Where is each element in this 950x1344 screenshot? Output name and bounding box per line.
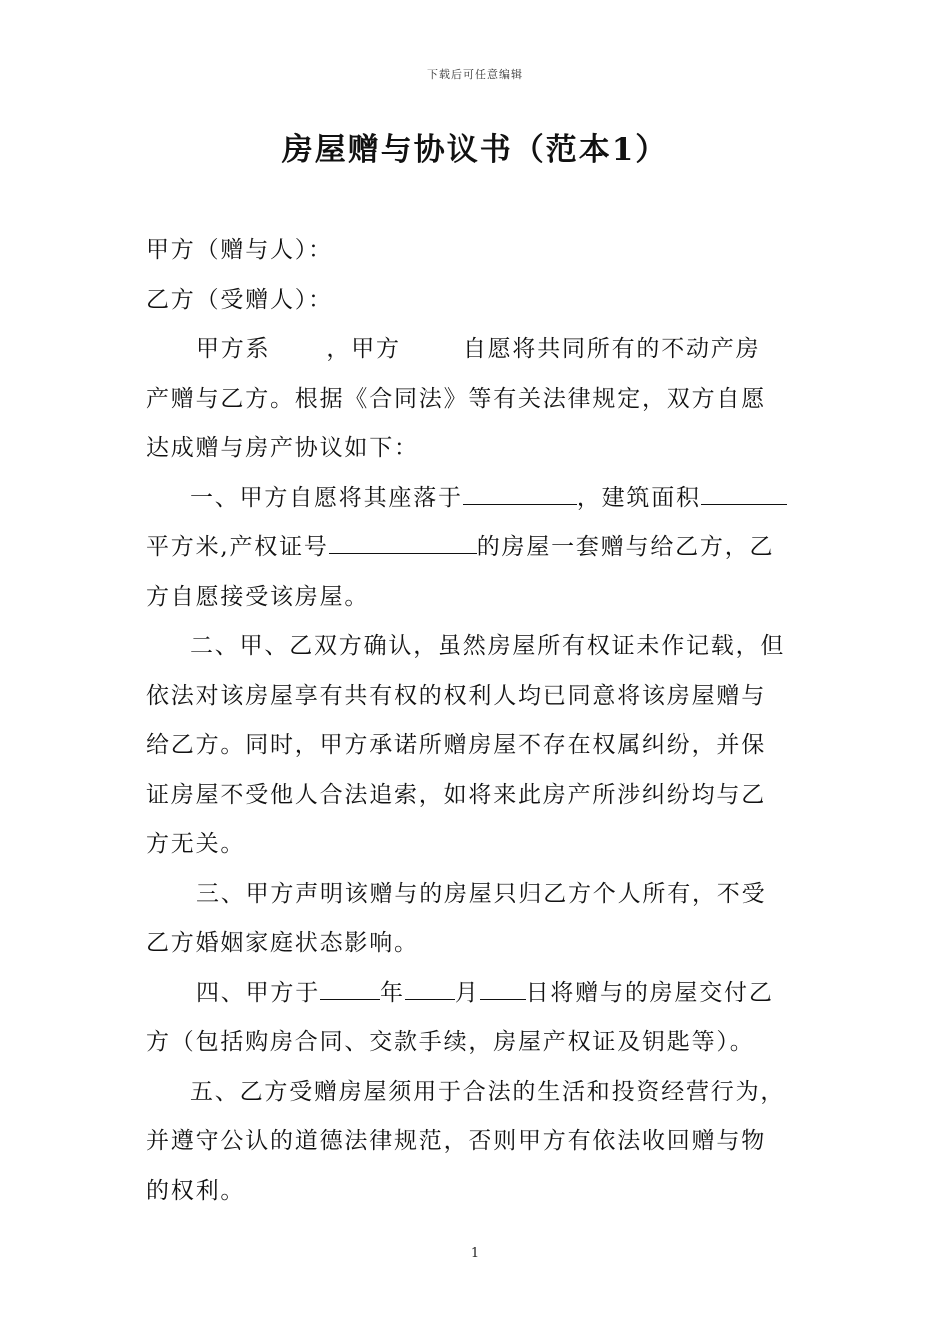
clause-text: 日将赠与的房屋交付乙 — [525, 979, 774, 1006]
location-blank — [463, 478, 577, 505]
intro-text: 自愿将共同所有的不动产房 — [462, 336, 761, 362]
clause-text: 四、甲方于 — [196, 979, 320, 1006]
party-b-line: 乙方（受赠人）： — [146, 286, 333, 313]
intro-line-3: 达成赠与房产协议如下： — [146, 435, 419, 461]
clause-2-line-1: 二、甲、乙双方确认，虽然房屋所有权证未作记载，但 — [190, 633, 786, 659]
clause-5-line-1: 五、乙方受赠房屋须用于合法的生活和投资经营行为， — [190, 1078, 786, 1105]
clause-5-line-3: 的权利。 — [146, 1177, 246, 1204]
header-note: 下载后可任意编辑 — [427, 68, 523, 81]
area-blank — [701, 478, 787, 505]
clause-2-line-3: 给乙方。同时，甲方承诺所赠房屋不存在权属纠纷，并保 — [146, 732, 766, 758]
clause-text: 月 — [454, 979, 480, 1006]
clause-2-line-2: 依法对该房屋享有共有权的权利人均已同意将该房屋赠与 — [146, 682, 766, 709]
clause-text: 年 — [380, 979, 405, 1006]
clause-3-line-2: 乙方婚姻家庭状态影响。 — [146, 930, 419, 956]
clause-1-line-3: 方自愿接受该房屋。 — [146, 583, 370, 610]
intro-text: ，甲方 — [326, 336, 401, 362]
page-number: 1 — [470, 1246, 480, 1261]
clause-1-line-1 — [146, 474, 808, 524]
clause-text: 平方米,产权证号 — [146, 534, 329, 560]
party-a-line: 甲方（赠与人）： — [146, 237, 333, 263]
clause-text: 一、甲方自愿将其座落于 — [190, 484, 463, 511]
intro-line-1 — [146, 325, 808, 375]
document-title: 房屋赠与协议书（范本1） — [281, 132, 669, 168]
clause-text: ，建筑面积 — [576, 484, 701, 511]
clause-4-line-1 — [146, 969, 808, 1019]
intro-line-2: 产赠与乙方。根据《合同法》等有关法律规定，双方自愿 — [146, 385, 766, 412]
clause-2-line-4: 证房屋不受他人合法追索，如将来此房产所涉纠纷均与乙 — [146, 781, 766, 808]
clause-2-line-5: 方无关。 — [146, 831, 246, 857]
month-blank — [405, 973, 455, 1000]
intro-text: 甲方系 — [196, 336, 271, 362]
clause-text: 的房屋一套赠与给乙方，乙 — [476, 534, 775, 560]
certificate-number-blank — [329, 527, 477, 554]
clause-3-line-1: 三、甲方声明该赠与的房屋只归乙方个人所有，不受 — [196, 880, 767, 907]
year-blank — [320, 973, 380, 1000]
document-body — [146, 226, 808, 1216]
day-blank — [480, 973, 526, 1000]
clause-5-line-2: 并遵守公认的道德法律规范，否则甲方有依法收回赠与物 — [146, 1128, 766, 1154]
clause-1-line-2 — [146, 523, 808, 573]
clause-4-line-2: 方（包括购房合同、交款手续，房屋产权证及钥匙等）。 — [146, 1029, 755, 1055]
